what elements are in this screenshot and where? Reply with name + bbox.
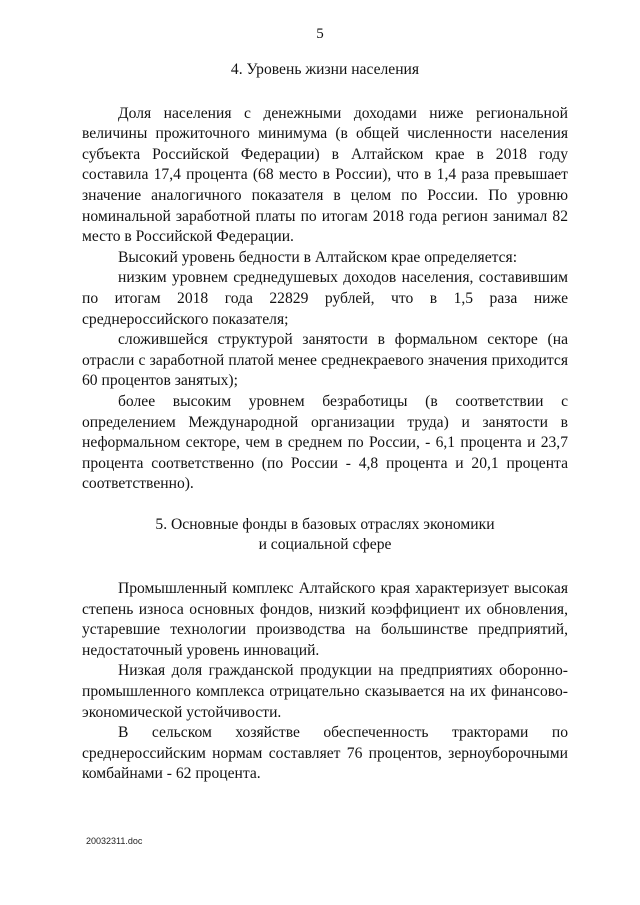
spacer — [82, 495, 568, 515]
section-5-heading-line-1: 5. Основные фонды в базовых отраслях экономики — [155, 515, 495, 533]
page-number: 5 — [316, 26, 324, 42]
section-4-heading: 4. Уровень жизни населения — [230, 61, 420, 78]
section-4-paragraph: Высокий уровень бедности в Алтайском крае определяется: — [118, 248, 518, 266]
document-body — [82, 60, 568, 785]
spacer — [82, 81, 568, 104]
section-4-paragraph: Доля населения с денежными доходами ниже региональной величины прожиточного минимума (в общей численности населения субъекта Российской Федерации) в Алтайском крае в 2018 году составила 17,4 процента (68 место в России), что в 1,4 раза превышает значение аналогичного показателя в целом по России. По уровню номинальной заработной платы по итогам 2018 года регион занимал 82 место в Российской Федерации. — [82, 104, 568, 246]
section-5-paragraph: Низкая доля гражданской продукции на предприятиях оборонно-промышленного комплекса отрицательно сказывается на их финансово-экономической устойчивости. — [82, 662, 568, 721]
section-4-paragraph: низким уровнем среднедушевых доходов населения, составившим по итогам 2018 года 22829 рублей, что в 1,5 раза ниже среднероссийского показателя; — [82, 269, 568, 328]
spacer — [82, 556, 568, 579]
section-4-paragraph: сложившейся структурой занятости в формальном секторе (на отрасли с заработной платой менее среднекраевого значения приходится 60 процентов занятых); — [82, 331, 568, 390]
section-5-paragraph: Промышленный комплекс Алтайского края характеризует высокая степень износа основных фондов, низкий коэффициент их обновления, устаревшие технологии производства на большинстве предприятий, недостаточный уровень инноваций. — [82, 580, 568, 659]
section-5-heading-line-2: и социальной сфере — [258, 536, 392, 554]
section-4-paragraph: более высоким уровнем безработицы (в соответствии с определением Международной организации труда) и занятости в неформальном секторе, чем в среднем по России, - 6,1 процента и 23,7 процента соответственно (по России - 4,8 процента и 20,1 процента соответственно). — [82, 392, 568, 493]
footer-filename: 20032311.doc — [86, 836, 143, 846]
section-5-heading — [82, 515, 568, 556]
section-5-paragraph: В сельском хозяйстве обеспеченность тракторами по среднероссийским нормам составляет 76 процентов, зерноуборочными комбайнами - 62 процента. — [82, 724, 568, 783]
